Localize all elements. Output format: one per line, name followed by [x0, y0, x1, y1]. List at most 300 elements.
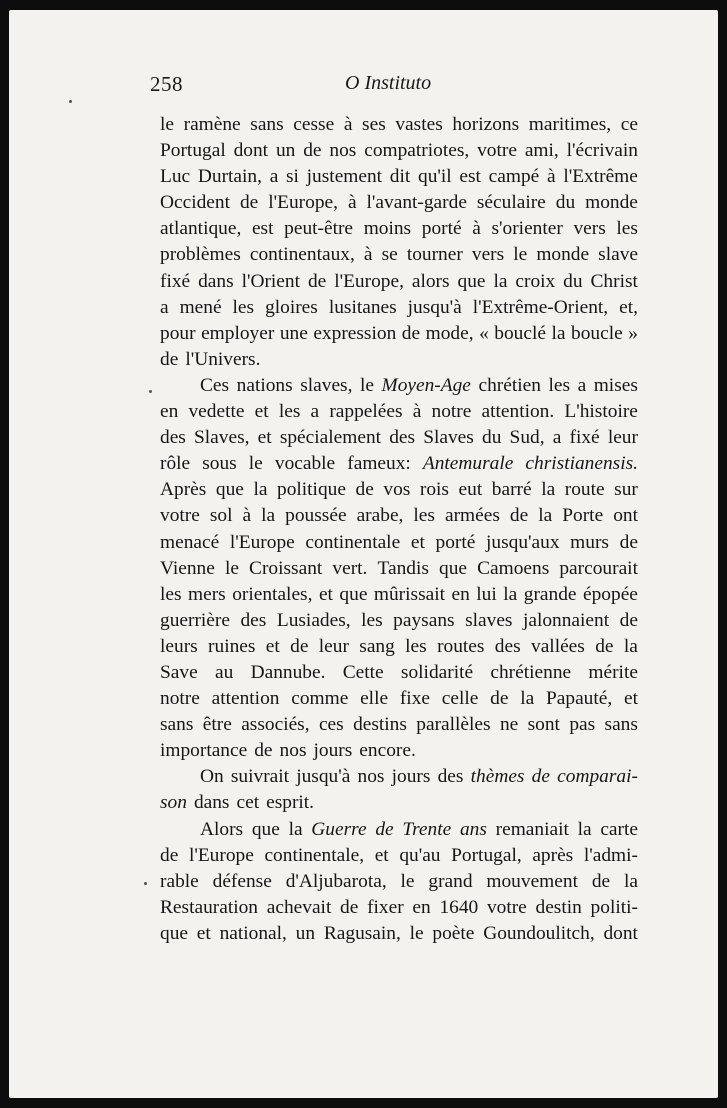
word: Durtain,: [197, 166, 262, 188]
word: poète: [432, 922, 475, 944]
word: qu'il: [418, 166, 452, 188]
word: slaves: [465, 609, 513, 631]
word: Restauration: [160, 896, 259, 918]
word: dans: [198, 270, 234, 292]
word: grande: [523, 583, 577, 605]
word: d'Aljubarota,: [285, 870, 387, 892]
word: défense: [212, 870, 272, 892]
word: jours: [313, 740, 353, 762]
text-line: [160, 712, 638, 738]
word: lui: [476, 583, 497, 605]
word: peut-être: [284, 218, 354, 240]
word: de: [355, 479, 374, 501]
word: l'Europe: [229, 531, 295, 553]
word: et,: [619, 296, 638, 318]
word: sans: [160, 714, 194, 736]
word: vedette: [188, 401, 245, 423]
word: ami,: [524, 140, 559, 162]
text-line: [160, 530, 638, 556]
word: du: [555, 192, 576, 214]
word: les: [616, 218, 638, 240]
word: vers: [471, 244, 505, 266]
word: que: [457, 270, 486, 292]
word: arabe,: [356, 505, 404, 527]
word: monde: [536, 244, 590, 266]
word: mûrissait: [373, 583, 446, 605]
word: sur: [614, 479, 638, 501]
word: l'Europe,: [268, 192, 338, 214]
word: chrétienne: [490, 661, 572, 683]
word: ruines: [208, 635, 256, 657]
running-head: [150, 62, 638, 98]
word: orientales,: [232, 583, 313, 605]
word: compatriotes,: [364, 140, 470, 162]
word: que: [339, 583, 368, 605]
word: Lusiades,: [276, 609, 351, 631]
text-line: [160, 764, 638, 790]
word: à: [347, 192, 357, 214]
word: la: [551, 322, 566, 344]
word: L'histoire: [564, 401, 638, 423]
word: de: [591, 870, 611, 892]
text-line: [160, 790, 638, 816]
word: solidarité: [400, 661, 474, 683]
word: le: [513, 244, 528, 266]
word: jours: [391, 766, 431, 788]
word: guerrière: [160, 609, 230, 631]
word: et: [410, 531, 425, 553]
word: de: [254, 740, 273, 762]
text-line: [160, 817, 638, 843]
page-number: 258: [150, 72, 183, 96]
word: rable: [160, 870, 199, 892]
text-line: [160, 503, 638, 529]
word: vos: [383, 479, 411, 501]
word: de: [160, 844, 179, 866]
word: associés,: [241, 714, 310, 736]
journal-title: O Instituto: [345, 72, 432, 94]
word: Slaves,: [194, 427, 250, 449]
text-line: [160, 295, 638, 321]
word: continentale,: [264, 844, 365, 866]
word: leur: [607, 427, 638, 449]
word: Sud,: [509, 427, 545, 449]
word: gloires: [265, 296, 318, 318]
word: à: [343, 114, 353, 135]
word: jusqu'à: [296, 766, 351, 788]
word: fixer: [367, 896, 404, 918]
word: rappelées: [329, 401, 403, 423]
word: menacé: [160, 531, 220, 553]
word: de: [239, 192, 259, 214]
word: les: [278, 401, 301, 423]
word: un: [295, 922, 316, 944]
print-speck: [144, 882, 147, 885]
word: du: [563, 270, 583, 292]
word: Save: [160, 661, 198, 683]
word: que: [215, 479, 244, 501]
word: mouvement: [486, 870, 578, 892]
word: de: [531, 766, 550, 788]
word: mode,: [425, 322, 474, 344]
word: l'Europe,: [334, 270, 404, 292]
word: alors: [411, 270, 450, 292]
word: lusitanes: [328, 296, 397, 318]
word: à: [472, 218, 481, 240]
word: Vienne: [160, 557, 215, 579]
word: ont: [613, 505, 638, 527]
word: que: [160, 922, 188, 944]
word: chrétien: [478, 374, 541, 396]
word: la: [623, 635, 638, 657]
word: continentale: [305, 531, 401, 553]
word: destins: [353, 714, 407, 736]
word: mérite: [588, 661, 638, 683]
text-line: [160, 582, 638, 608]
word: de: [401, 322, 421, 344]
word: justement: [306, 166, 383, 188]
word: les: [232, 296, 255, 318]
word: a: [160, 296, 169, 318]
word: ses: [362, 114, 386, 135]
word: route: [564, 479, 605, 501]
word: 1640: [439, 896, 479, 918]
word: destin: [535, 896, 582, 918]
word: Occident: [160, 192, 230, 214]
word: ce: [620, 114, 638, 135]
word: la: [253, 479, 268, 501]
word: de: [509, 505, 529, 527]
word: moins: [363, 218, 412, 240]
word: dont: [603, 922, 638, 944]
word: des: [160, 427, 186, 449]
word: elle: [360, 688, 389, 710]
text-line: [160, 138, 638, 164]
word: ramène: [183, 114, 241, 135]
word: votre: [486, 896, 527, 918]
word: les: [405, 635, 427, 657]
word: Portugal: [160, 140, 226, 162]
word: sont: [527, 714, 560, 736]
word: Slaves: [423, 427, 474, 449]
word: armées: [444, 505, 500, 527]
word: achevait: [266, 896, 332, 918]
word: porté: [435, 531, 476, 553]
word: l'Extrême-Orient,: [472, 296, 609, 318]
word: vert.: [332, 557, 368, 579]
word: Après: [160, 479, 207, 501]
word: mises: [593, 374, 638, 396]
word: monde: [585, 192, 638, 214]
word: de: [307, 270, 327, 292]
word: et: [196, 922, 211, 944]
word: de: [595, 635, 614, 657]
word: national,: [219, 922, 287, 944]
word: des: [240, 609, 267, 631]
word: de: [340, 896, 359, 918]
word: l'Extrême: [563, 166, 638, 188]
text-line: [160, 634, 638, 660]
body-text: [160, 112, 638, 947]
word: Alors: [200, 818, 244, 840]
word: être: [202, 714, 232, 736]
word: dont: [233, 140, 269, 162]
word: parcourait: [559, 557, 638, 579]
word: cesse: [293, 114, 335, 135]
word: nations: [236, 374, 293, 396]
word: votre: [477, 140, 517, 162]
word: fixe: [399, 688, 430, 710]
word: vallées: [531, 635, 585, 657]
word: l'admi-: [583, 844, 638, 866]
word: notre: [160, 688, 200, 710]
word: de: [490, 688, 509, 710]
word: »: [628, 322, 638, 344]
word: fameux:: [347, 453, 411, 475]
word: ces: [318, 714, 344, 736]
word: en: [160, 401, 179, 423]
word: que: [251, 818, 280, 840]
text-line: [160, 347, 638, 373]
word: On: [200, 766, 224, 788]
word: la: [503, 583, 518, 605]
word: la: [624, 870, 638, 892]
word: carte: [600, 818, 638, 840]
word: horizons: [452, 114, 520, 135]
word: Croissant: [249, 557, 323, 579]
word: pas: [569, 714, 596, 736]
word: après: [532, 844, 574, 866]
word: la: [261, 505, 276, 527]
text-line: [160, 477, 638, 503]
text-line: [160, 216, 638, 242]
word: est: [459, 166, 481, 188]
word: une: [279, 322, 308, 344]
word: Cette: [342, 661, 384, 683]
word: de: [290, 635, 309, 657]
word: Portugal,: [451, 844, 522, 866]
word: à: [412, 401, 422, 423]
word: Dannube.: [250, 661, 326, 683]
word: pour: [160, 322, 196, 344]
word: Guerre: [311, 818, 367, 840]
word: des: [437, 766, 464, 788]
word: à: [546, 166, 556, 188]
word: la: [288, 818, 303, 840]
word: de: [303, 140, 322, 162]
text-line: [160, 451, 638, 477]
word: continentaux,: [249, 244, 355, 266]
word: nos: [279, 740, 307, 762]
word: et: [257, 427, 272, 449]
word: comme: [291, 688, 349, 710]
word: un: [275, 140, 296, 162]
word: si: [286, 166, 299, 188]
word: vers: [573, 218, 606, 240]
word: esprit.: [266, 792, 315, 814]
word: attention.: [481, 401, 555, 423]
print-speck: [149, 390, 152, 393]
word: sans: [604, 714, 638, 736]
word: et: [623, 688, 638, 710]
word: sol: [209, 505, 233, 527]
word: ans: [459, 818, 487, 840]
word: Tandis: [377, 557, 429, 579]
word: vastes: [395, 114, 443, 135]
text-line: [160, 869, 638, 895]
word: sans: [250, 114, 284, 135]
word: remaniait: [495, 818, 569, 840]
word: notre: [431, 401, 472, 423]
word: «: [479, 322, 489, 344]
word: les: [361, 609, 383, 631]
word: les: [160, 583, 182, 605]
word: poussée: [285, 505, 347, 527]
text-line: [160, 425, 638, 451]
word: s'orienter: [491, 218, 563, 240]
text-line: [160, 373, 638, 399]
word: des: [389, 427, 416, 449]
word: Camoens: [477, 557, 550, 579]
word: jalonnaient: [522, 609, 610, 631]
word: de: [160, 348, 179, 370]
word: boucle: [571, 322, 623, 344]
word: l'écrivain: [566, 140, 638, 162]
word: de: [375, 818, 394, 840]
word: et: [254, 401, 269, 423]
word: jusqu'aux: [486, 531, 560, 553]
word: le: [360, 374, 374, 396]
word: au: [214, 661, 234, 683]
word: dans: [193, 792, 230, 814]
word: jusqu'à: [407, 296, 462, 318]
print-speck: [69, 100, 72, 103]
word: en: [412, 896, 431, 918]
text-line: [160, 608, 638, 634]
word: porté: [421, 218, 462, 240]
word: fixé: [569, 427, 600, 449]
word: les: [413, 505, 435, 527]
word: slave: [598, 244, 638, 266]
word: qu'au: [399, 844, 441, 866]
word: le: [400, 870, 415, 892]
word: grand: [428, 870, 473, 892]
word: les: [548, 374, 571, 396]
word: bouclé: [494, 322, 546, 344]
text-line: [160, 686, 638, 712]
word: a: [310, 401, 320, 423]
word: comparai-: [557, 766, 638, 788]
word: des: [494, 635, 521, 657]
word: Ragusain,: [323, 922, 401, 944]
word: la: [538, 505, 553, 527]
word: attention: [211, 688, 280, 710]
word: vocable: [274, 453, 336, 475]
word: thèmes: [470, 766, 525, 788]
word: parallèles: [416, 714, 491, 736]
word: problèmes: [160, 244, 241, 266]
word: Ces: [200, 374, 230, 396]
word: mené: [179, 296, 222, 318]
word: de: [619, 609, 638, 631]
text-line: [160, 242, 638, 268]
word: leur: [318, 635, 349, 657]
word: importance: [160, 740, 248, 762]
word: l'Orient: [241, 270, 300, 292]
word: tourner: [406, 244, 463, 266]
word: nos: [329, 140, 357, 162]
word: fixé: [160, 270, 191, 292]
word: Luc: [160, 166, 191, 188]
text-line: [160, 164, 638, 190]
word: la: [541, 479, 556, 501]
word: le: [248, 453, 263, 475]
word: Porte: [562, 505, 604, 527]
word: dit: [389, 166, 411, 188]
word: Papauté,: [545, 688, 613, 710]
text-line: [160, 112, 638, 138]
word: du: [482, 427, 502, 449]
word: maritimes,: [528, 114, 612, 135]
word: l'Europe: [188, 844, 254, 866]
text-line: [160, 269, 638, 295]
word: a: [269, 166, 279, 188]
word: spécialement: [279, 427, 382, 449]
word: l'avant-garde: [366, 192, 467, 214]
word: sang: [359, 635, 395, 657]
word: à: [363, 244, 373, 266]
word: l'Univers.: [185, 348, 261, 370]
word: se: [381, 244, 398, 266]
word: paysans: [393, 609, 455, 631]
word: suivrait: [230, 766, 290, 788]
word: expression: [313, 322, 397, 344]
word: eut: [458, 479, 483, 501]
word: séculaire: [476, 192, 546, 214]
word: nos: [357, 766, 385, 788]
text-line: [160, 556, 638, 582]
word: rôle: [160, 453, 191, 475]
word: de: [619, 531, 638, 553]
word: politi-: [590, 896, 638, 918]
text-line: [160, 843, 638, 869]
word: mers: [188, 583, 226, 605]
word: la: [520, 688, 535, 710]
word: atlantique,: [160, 218, 242, 240]
word: cet: [236, 792, 260, 814]
word: et: [318, 583, 333, 605]
word: encore.: [359, 740, 416, 762]
word: Moyen-Age: [381, 374, 471, 396]
word: celle: [441, 688, 479, 710]
text-line: [160, 399, 638, 425]
word: routes: [437, 635, 485, 657]
word: Trente: [402, 818, 452, 840]
word: à: [242, 505, 252, 527]
word: et: [265, 635, 280, 657]
word: le: [409, 922, 424, 944]
word: la: [493, 270, 508, 292]
word: le: [160, 114, 174, 135]
word: Goundoulitch,: [483, 922, 595, 944]
word: son: [160, 792, 187, 814]
text-line: [160, 321, 638, 347]
word: est: [251, 218, 274, 240]
text-line: [160, 660, 638, 686]
word: rois: [419, 479, 449, 501]
word: Antemurale: [422, 453, 514, 475]
text-line: [160, 738, 638, 764]
